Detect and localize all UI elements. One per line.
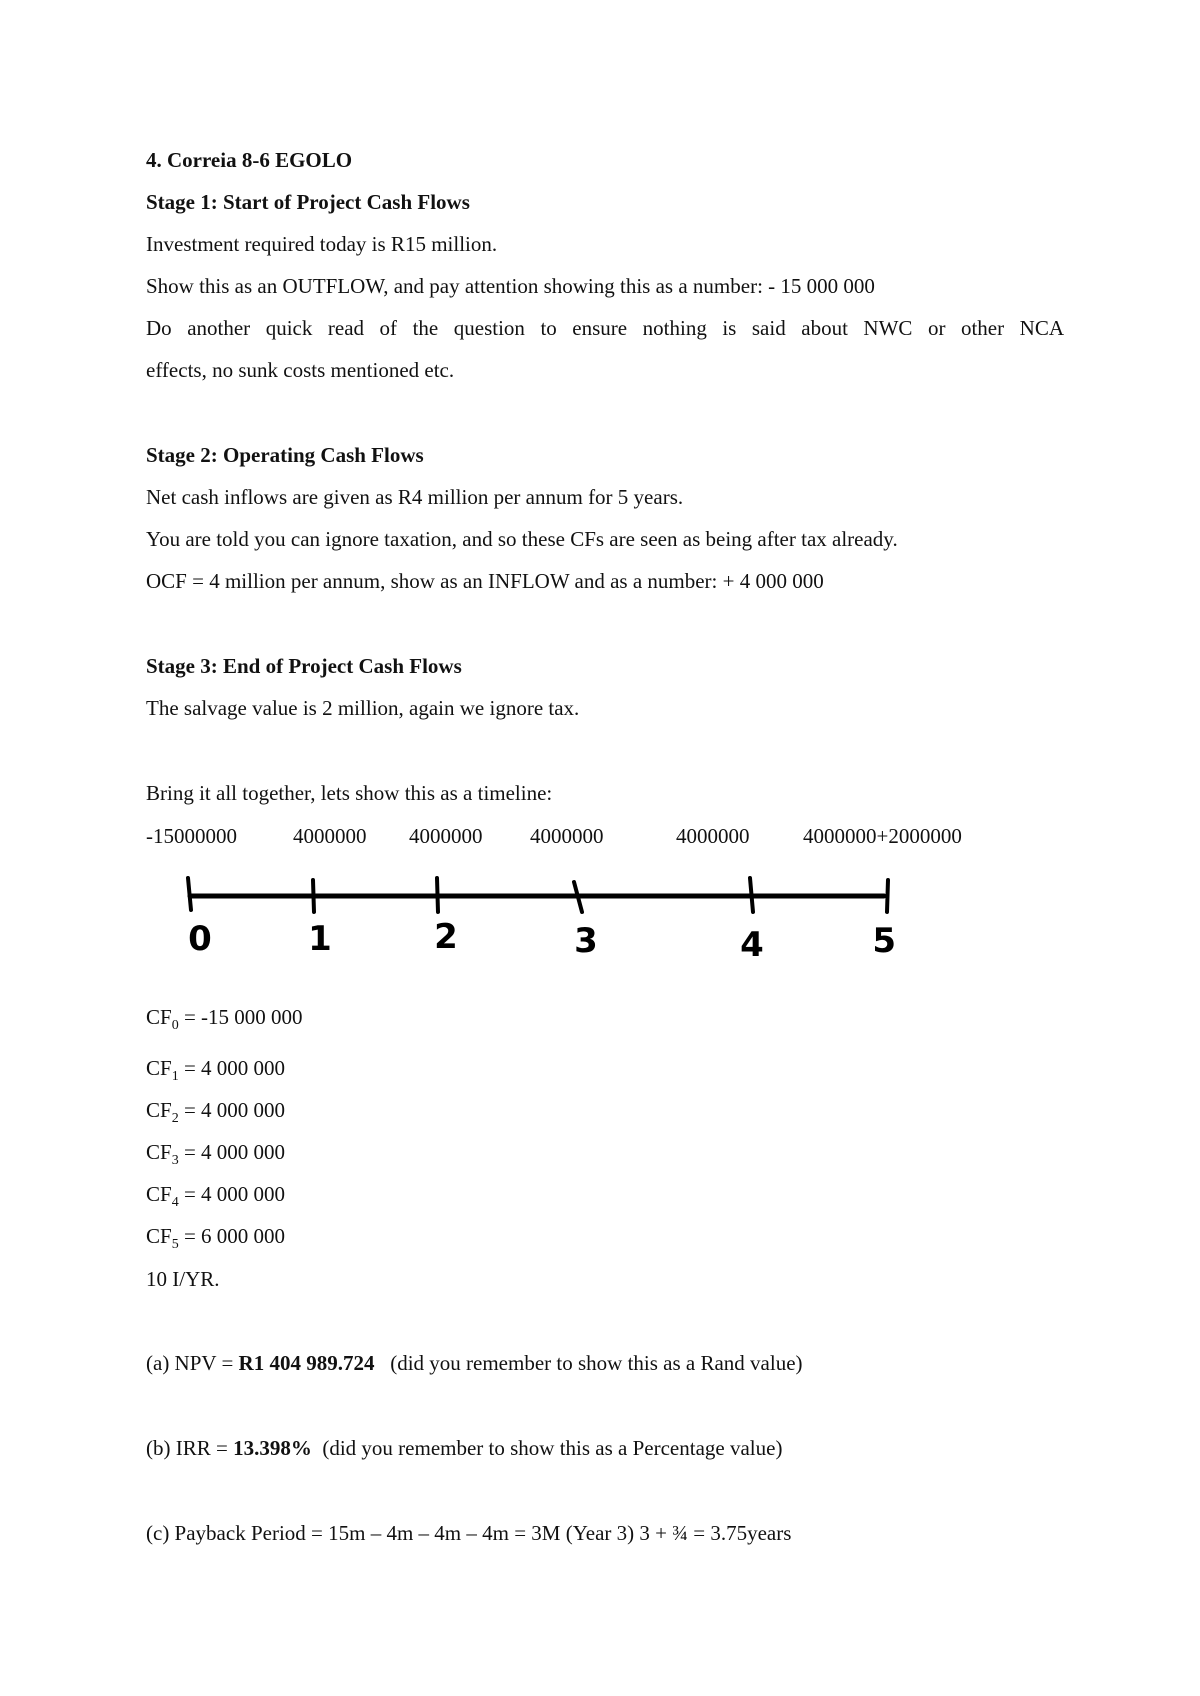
timeline-tick-0 (188, 878, 191, 910)
timeline-tick-1 (313, 880, 314, 912)
answer-irr: (b) IRR = 13.398% (did you remember to show this as a Percentage value) (146, 1436, 783, 1460)
timeline-tick-5 (887, 880, 888, 912)
stage2-line-1: Net cash inflows are given as R4 million per annum for 5 years. (146, 485, 684, 509)
timeline-period-label: 1 (308, 919, 332, 959)
cashflow-cf3: $CF_3 = 4$ 000 000 (146, 1140, 286, 1169)
stage1-line-2: Show this as an OUTFLOW, and pay attention showing this as a number: - 15 000 000 (146, 274, 875, 298)
cashflow-cf2: $CF_2 = 4$ 000 000 (146, 1098, 286, 1127)
stage2-line-2: You are told you can ignore taxation, and so these CFs are seen as being after tax already. (146, 527, 898, 551)
answer-npv: (a) NPV = R1 404 989.724 (did you remember to show this as a Rand value) (146, 1351, 803, 1375)
timeline-amount: 4000000+2000000 (803, 824, 962, 848)
stage1-line-4: effects, no sunk costs mentioned etc. (146, 358, 455, 382)
stage1-line-3: Do another quick read of the question to ensure nothing is said about NWC or other NCA (146, 316, 1064, 340)
stage1-line-1: Investment required today is R15 million. (146, 232, 498, 256)
answer-payback: (c) Payback Period = 15m – 4m – 4m – 4m = 3M (Year 3) 3 + ¾ = 3.75years (146, 1521, 792, 1545)
timeline-period-label: 0 (188, 919, 212, 959)
timeline-amount: 4000000 (530, 824, 604, 848)
npv-value: R1 404 989.724 (238, 1351, 375, 1375)
document-page (146, 0, 1086, 1696)
stage1-title: Stage 1: Start of Project Cash Flows (146, 190, 470, 214)
timeline-tick-4 (750, 878, 753, 912)
irr-value: 13.398% (233, 1436, 312, 1460)
stage2-title: Stage 2: Operating Cash Flows (146, 443, 424, 467)
timeline-intro: Bring it all together, lets show this as a timeline: (146, 781, 553, 805)
timeline-diagram (176, 868, 896, 968)
timeline-amount: 4000000 (676, 824, 750, 848)
stage3-line-1: The salvage value is 2 million, again we ignore tax. (146, 696, 580, 720)
cashflow-cf5: $CF_5 = 6$ 000 000 (146, 1224, 286, 1253)
timeline-period-label: 5 (872, 921, 896, 961)
cashflow-cf0: $CF_0 = -15$ 000 000 (146, 1005, 303, 1034)
stage3-title: Stage 3: End of Project Cash Flows (146, 654, 462, 678)
cashflow-cf1: $CF_1 = 4$ 000 000 (146, 1056, 286, 1085)
interest-rate: 10 I/YR. (146, 1267, 220, 1291)
question-heading: 4. Correia 8-6 EGOLO (146, 148, 353, 172)
cashflow-cf4: $CF_4 = 4$ 000 000 (146, 1182, 286, 1211)
timeline-period-label: 4 (740, 925, 764, 965)
timeline-period-label: 2 (434, 917, 458, 957)
stage2-line-3: OCF = 4 million per annum, show as an INFLOW and as a number: + 4 000 000 (146, 569, 824, 593)
timeline-amount: 4000000 (409, 824, 483, 848)
timeline-tick-2 (437, 878, 438, 912)
timeline-amount: -15000000 (146, 824, 237, 848)
timeline-period-label: 3 (574, 921, 598, 961)
timeline-amounts (146, 822, 1086, 852)
timeline-amount: 4000000 (293, 824, 367, 848)
